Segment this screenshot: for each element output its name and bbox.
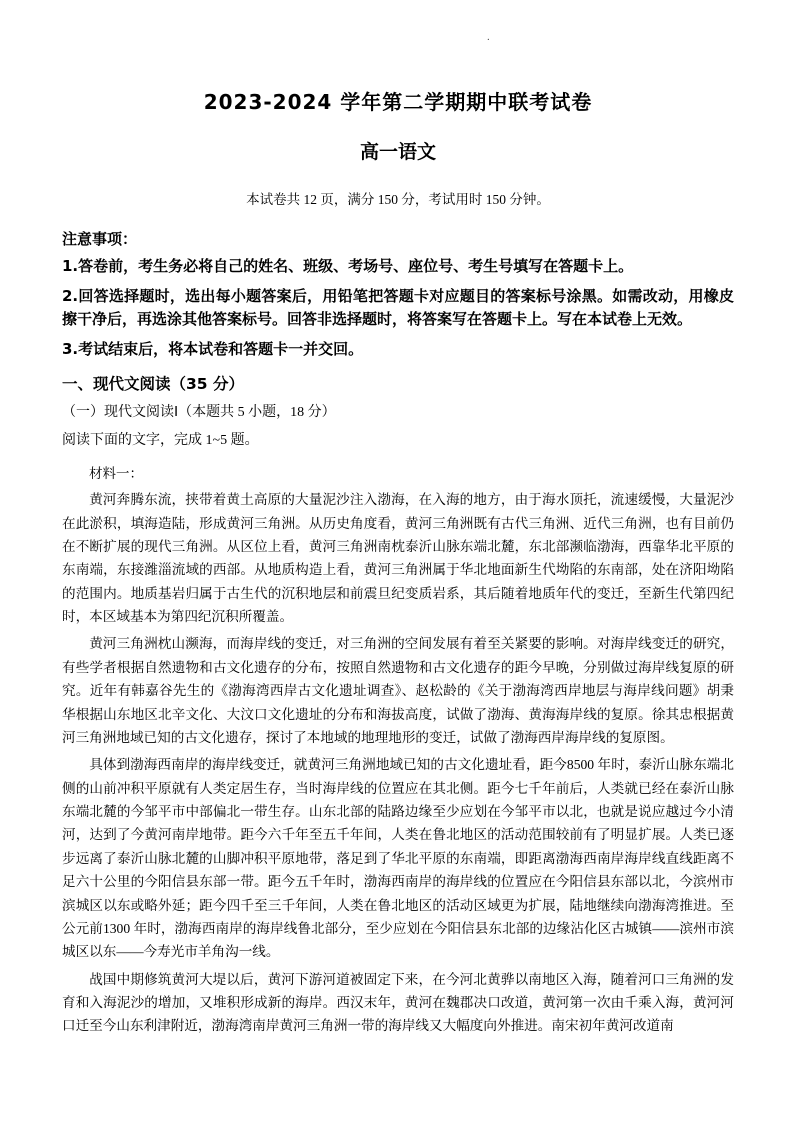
document-content bbox=[62, 60, 734, 1038]
subject-title: 高一语文 bbox=[359, 141, 436, 163]
section-one-instruction: 阅读下面的文字，完成 1~5 题。 bbox=[62, 433, 259, 449]
section-one-title: 一、现代文阅读（35 分） bbox=[62, 374, 244, 393]
notice-item-1: 1.答卷前，考生务必将自己的姓名、班级、考场号、座位号、考生号填写在答题卡上。 bbox=[62, 257, 634, 275]
exam-meta: 本试卷共 12 页，满分 150 分，考试用时 150 分钟。 bbox=[246, 192, 550, 207]
paragraph-1: 黄河奔腾东流，挟带着黄土高原的大量泥沙注入渤海，在入海的地方，由于海水顶托，流速缓慢，大量泥沙在此淤积，填海造陆，形成黄河三角洲。从历史角度看，黄河三角洲既有古代三角洲、近代三角洲，也有目前仍在不断扩展的现代三角洲。从区位上看，黄河三角洲南枕泰沂山脉东端北麓，东北部濒临渤海，西靠华北平原的东南端，东接潍淄流域的西部。从地质构造上看，黄河三角洲属于华北地面新生代坳陷的东南部，处在济阳坳陷的范围内。地质基岩归属于古生代的沉积地层和前震旦纪变质岩系，其后随着地质年代的变迁，至新生代第四纪时，本区域基本为第四纪沉积所覆盖。 bbox=[62, 492, 734, 624]
section-one-subtitle: （一）现代文阅读Ⅰ（本题共 5 小题，18 分） bbox=[62, 404, 336, 420]
paragraph-3: 具体到渤海西南岸的海岸线变迁，就黄河三角洲地域已知的古文化遗址看，距今8500 年时，泰沂山脉东端北侧的山前冲积平原就有人类定居生存，当时海岸线的位置应在其北侧。距今七千年前后，人类就已经在泰沂山脉东端北麓的今邹平市中部偏北一带生存。山东北部的陆路边缘至少应划在今邹平市以北，也就是说应越过今小清河，达到了今黄河南岸地带。距今六千年至五千年间，人类在鲁北地区的活动范围较前有了明显扩展。人类已逐步远离了泰沂山脉北麓的山脚冲积平原地带，落足到了华北平原的东南端，即距离渤海西南岸海岸线直线距离不足六十公里的今阳信县东部一带。距今五千年时，渤海西南岸的海岸线的位置应在今阳信县东部以北，今滨州市滨城区以东或略外延；距今四千至三千年间，人类在鲁北地区的活动区域更为扩展，陆地继续向渤海湾推进。至公元前1300 年时，渤海西南岸的海岸线鲁北部分，至少应划在今阳信县东北部的边缘沾化区古城镇——滨州市滨城区以东——今寿光市羊角沟一线。 bbox=[62, 757, 734, 960]
notice-item-2: 2.回答选择题时，选出每小题答案后，用铅笔把答题卡对应题目的答案标号涂黑。如需改动，用橡皮擦干净后，再选涂其他答案标号。回答非选择题时，将答案写在答题卡上。写在本试卷上无效。 bbox=[62, 286, 734, 329]
material-label: 材料一： bbox=[89, 465, 143, 481]
page-corner-mark: . bbox=[487, 31, 490, 43]
paragraph-2: 黄河三角洲枕山濒海，而海岸线的变迁，对三角洲的空间发展有着至关紧要的影响。对海岸线变迁的研究，有些学者根据自然遗物和古文化遗存的分布，按照自然遗物和古文化遗存的距今早晚，分别做过海岸线复原的研究。近年有韩嘉谷先生的《渤海湾西岸古文化遗址调查》、赵松龄的《关于渤海湾西岸地层与海岸线问题》胡秉华根据山东地区北辛文化、大汶口文化遗址的分布和海拔高度，试做了渤海、黄海海岸线的复原。徐其忠根据黄河三角洲地域已知的古文化遗存，探讨了本地域的地理地形的变迁，试做了渤海西岸海岸线的复原图。 bbox=[62, 636, 734, 745]
paragraph-4: 战国中期修筑黄河大堤以后，黄河下游河道被固定下来，在今河北黄骅以南地区入海，随着河口三角洲的发育和入海泥沙的增加，又堆积形成新的海岸。西汉末年，黄河在魏郡决口改道，黄河第一次由千乘入海，黄河河口迁至今山东利津附近，渤海湾南岸黄河三角洲一带的海岸线又大幅度向外推进。南宋初年黄河改道南 bbox=[62, 971, 734, 1034]
page-title: 2023-2024 学年第二学期期中联考试卷 bbox=[203, 90, 593, 114]
notice-heading: 注意事项： bbox=[62, 230, 138, 248]
notice-item-3: 3.考试结束后，将本试卷和答题卡一并交回。 bbox=[62, 340, 364, 359]
